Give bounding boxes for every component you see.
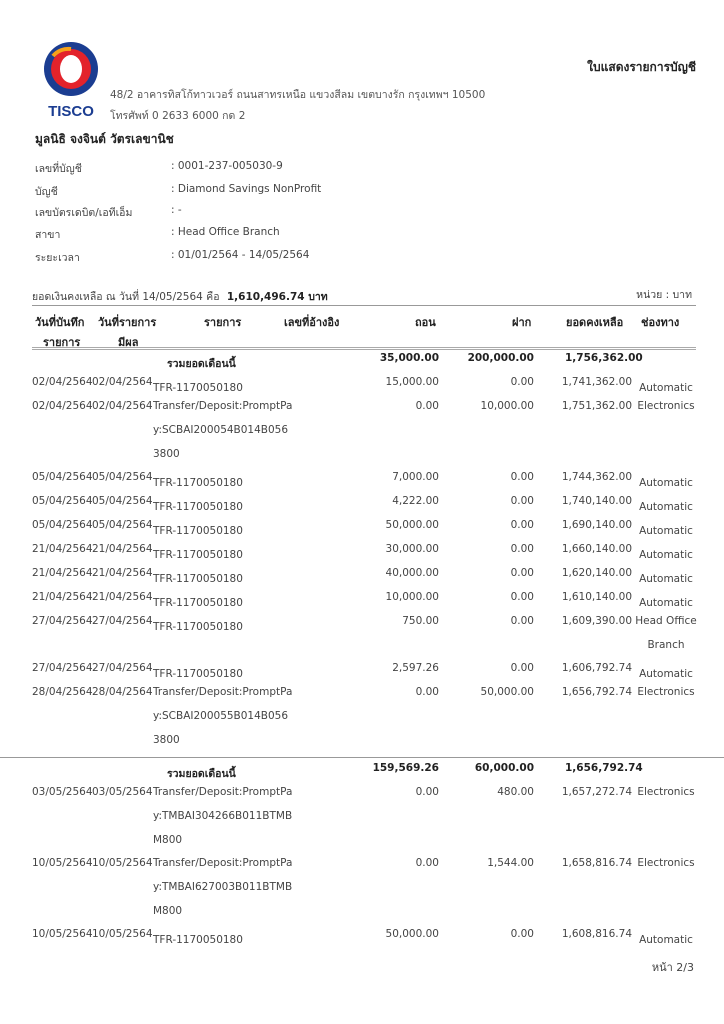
info-value: : Diamond Savings NonProfit [171, 183, 322, 195]
description: TFR-1170050180 [153, 597, 243, 609]
description: Transfer/Deposit:PromptPay:TMBAI627003B011BTMBM800 [153, 857, 293, 917]
summary-row [0, 352, 724, 376]
channel: Automatic [639, 934, 693, 946]
balance: 1,620,140.00 [561, 567, 632, 579]
effective-date: 03/05/2564 [92, 786, 153, 798]
deposit: 0.00 [510, 471, 534, 483]
col-channel-header: ช่องทาง [641, 316, 680, 329]
record-date: 28/04/2564 [32, 686, 93, 698]
withdrawal: 10,000.00 [385, 591, 439, 603]
effective-date: 28/04/2564 [92, 686, 153, 698]
table-row [0, 495, 724, 519]
col-deposit-header: ฝาก [512, 316, 532, 329]
record-date: 05/04/2564 [32, 471, 93, 483]
effective-date: 27/04/2564 [92, 615, 153, 627]
info-label: ระยะเวลา [35, 252, 80, 264]
summary-balance: 1,656,792.74 [565, 762, 643, 774]
deposit: 50,000.00 [480, 686, 534, 698]
table-row [0, 567, 724, 591]
balance: 1,660,140.00 [561, 543, 632, 555]
balance: 1,656,792.74 [561, 686, 632, 698]
effective-date: 05/04/2564 [92, 519, 153, 531]
withdrawal: 30,000.00 [385, 543, 439, 555]
withdrawal: 750.00 [402, 615, 439, 627]
deposit: 0.00 [510, 376, 534, 388]
col-withdrawal-header: ถอน [415, 316, 436, 329]
balance: 1,744,362.00 [561, 471, 632, 483]
channel: Head Office Branch [635, 615, 697, 651]
info-label: เลขบัตรเดบิต/เอทีเอ็ม [35, 207, 133, 219]
record-date: 05/04/2564 [32, 519, 93, 531]
table-row [0, 615, 724, 662]
withdrawal: 0.00 [415, 786, 439, 798]
deposit: 0.00 [510, 928, 534, 940]
deposit: 0.00 [510, 567, 534, 579]
summary-balance: 1,756,362.00 [565, 352, 643, 364]
channel: Automatic [639, 382, 693, 394]
effective-date: 10/05/2564 [92, 857, 153, 869]
deposit: 480.00 [497, 786, 534, 798]
effective-date: 02/04/2564 [92, 376, 153, 388]
withdrawal: 2,597.26 [392, 662, 439, 674]
table-row [0, 857, 724, 928]
channel: Electronics [637, 686, 695, 698]
record-date: 21/04/2564 [32, 591, 93, 603]
balance-summary [32, 288, 328, 305]
record-date: 02/04/2564 [32, 400, 93, 412]
deposit: 0.00 [510, 519, 534, 531]
summary-label: รวมยอดเดือนนี้ [167, 768, 236, 780]
info-value: : 01/01/2564 - 14/05/2564 [171, 249, 310, 261]
bank-address: 48/2 อาคารทิสโก้ทาวเวอร์ ถนนสาทรเหนือ แขวงสีลม เขตบางรัก กรุงเทพฯ 10500 [110, 89, 486, 101]
summary-deposit: 60,000.00 [474, 762, 534, 774]
transactions-table [0, 352, 724, 952]
description: Transfer/Deposit:PromptPay:SCBAI200054B014B0563800 [153, 400, 293, 460]
record-date: 10/05/2564 [32, 857, 93, 869]
withdrawal: 15,000.00 [385, 376, 439, 388]
document-title: ใบแสดงรายการบัญชี [587, 60, 696, 74]
withdrawal: 0.00 [415, 686, 439, 698]
col-effective-date-header-1: วันที่รายการ [98, 316, 157, 329]
balance-prefix: ยอดเงินคงเหลือ ณ วันที่ 14/05/2564 คือ [32, 291, 220, 303]
withdrawal: 4,222.00 [392, 495, 439, 507]
deposit: 1,544.00 [487, 857, 534, 869]
effective-date: 21/04/2564 [92, 567, 153, 579]
description: TFR-1170050180 [153, 934, 243, 946]
table-row [0, 471, 724, 495]
withdrawal: 40,000.00 [385, 567, 439, 579]
record-date: 02/04/2564 [32, 376, 93, 388]
table-row [0, 376, 724, 400]
description: TFR-1170050180 [153, 573, 243, 585]
record-date: 27/04/2564 [32, 615, 93, 627]
deposit: 0.00 [510, 591, 534, 603]
effective-date: 05/04/2564 [92, 495, 153, 507]
withdrawal: 0.00 [415, 400, 439, 412]
deposit: 0.00 [510, 495, 534, 507]
summary-row [0, 762, 724, 786]
info-value: : 0001-237-005030-9 [171, 160, 283, 172]
deposit: 0.00 [510, 543, 534, 555]
description: TFR-1170050180 [153, 668, 243, 680]
summary-label: รวมยอดเดือนนี้ [167, 358, 236, 370]
table-row [0, 662, 724, 686]
effective-date: 27/04/2564 [92, 662, 153, 674]
tisco-logo [40, 40, 102, 120]
channel: Electronics [637, 786, 695, 798]
effective-date: 05/04/2564 [92, 471, 153, 483]
col-record-date-header-1: วันที่บันทึก [35, 316, 85, 329]
page-number: หน้า 2/3 [651, 961, 694, 974]
table-row [0, 686, 724, 758]
description: TFR-1170050180 [153, 525, 243, 537]
currency-unit: หน่วย : บาท [636, 289, 692, 301]
record-date: 21/04/2564 [32, 543, 93, 555]
account-holder-name: มูลนิธิ จงจินต์ วัตรเลขานิช [35, 132, 174, 146]
balance: 1,741,362.00 [561, 376, 632, 388]
table-row [0, 928, 724, 952]
balance: 1,610,140.00 [561, 591, 632, 603]
table-row [0, 543, 724, 567]
description: TFR-1170050180 [153, 382, 243, 394]
description: TFR-1170050180 [153, 477, 243, 489]
effective-date: 21/04/2564 [92, 543, 153, 555]
balance: 1,609,390.00 [561, 615, 632, 627]
channel: Automatic [639, 597, 693, 609]
bank-phone: โทรศัพท์ 0 2633 6000 กด 2 [110, 110, 246, 122]
col-effective-date-header-2: มีผล [118, 336, 139, 349]
balance: 1,690,140.00 [561, 519, 632, 531]
record-date: 03/05/2564 [32, 786, 93, 798]
channel: Automatic [639, 501, 693, 513]
balance-amount: 1,610,496.74 บาท [226, 291, 328, 303]
deposit: 0.00 [510, 662, 534, 674]
channel: Automatic [639, 549, 693, 561]
channel: Electronics [637, 400, 695, 412]
record-date: 05/04/2564 [32, 495, 93, 507]
channel: Automatic [639, 668, 693, 680]
channel: Automatic [639, 573, 693, 585]
channel: Automatic [639, 525, 693, 537]
col-balance-header: ยอดคงเหลือ [566, 316, 624, 329]
info-label: เลขที่บัญชี [35, 163, 82, 175]
record-date: 10/05/2564 [32, 928, 93, 940]
summary-withdrawal: 159,569.26 [372, 762, 439, 774]
col-description-header: รายการ [204, 316, 242, 329]
channel: Automatic [639, 477, 693, 489]
channel: Electronics [637, 857, 695, 869]
effective-date: 10/05/2564 [92, 928, 153, 940]
summary-withdrawal: 35,000.00 [379, 352, 439, 364]
description: Transfer/Deposit:PromptPay:TMBAI304266B011BTMBM800 [153, 786, 293, 846]
logo-wordmark: TISCO [48, 103, 94, 120]
balance: 1,751,362.00 [561, 400, 632, 412]
effective-date: 21/04/2564 [92, 591, 153, 603]
info-label: สาขา [35, 229, 61, 241]
table-row [0, 786, 724, 857]
balance: 1,658,816.74 [561, 857, 632, 869]
balance: 1,657,272.74 [561, 786, 632, 798]
table-row [0, 591, 724, 615]
description: Transfer/Deposit:PromptPay:SCBAI200055B014B0563800 [153, 686, 293, 746]
record-date: 27/04/2564 [32, 662, 93, 674]
col-reference-header: เลขที่อ้างอิง [284, 316, 340, 329]
table-row [0, 400, 724, 471]
col-record-date-header-2: รายการ [43, 336, 81, 349]
logo-inner-hole [60, 55, 82, 83]
effective-date: 02/04/2564 [92, 400, 153, 412]
withdrawal: 50,000.00 [385, 928, 439, 940]
description: TFR-1170050180 [153, 501, 243, 513]
info-label: บัญชี [35, 186, 58, 198]
record-date: 21/04/2564 [32, 567, 93, 579]
header-top-rule [32, 305, 696, 306]
table-row [0, 519, 724, 543]
withdrawal: 7,000.00 [392, 471, 439, 483]
description: TFR-1170050180 [153, 621, 243, 633]
header-bottom-rule [32, 347, 696, 350]
withdrawal: 50,000.00 [385, 519, 439, 531]
description: TFR-1170050180 [153, 549, 243, 561]
balance: 1,740,140.00 [561, 495, 632, 507]
summary-deposit: 200,000.00 [467, 352, 534, 364]
balance: 1,608,816.74 [561, 928, 632, 940]
deposit: 0.00 [510, 615, 534, 627]
deposit: 10,000.00 [480, 400, 534, 412]
info-value: : Head Office Branch [171, 226, 280, 238]
withdrawal: 0.00 [415, 857, 439, 869]
info-value: : - [171, 204, 182, 216]
balance: 1,606,792.74 [561, 662, 632, 674]
